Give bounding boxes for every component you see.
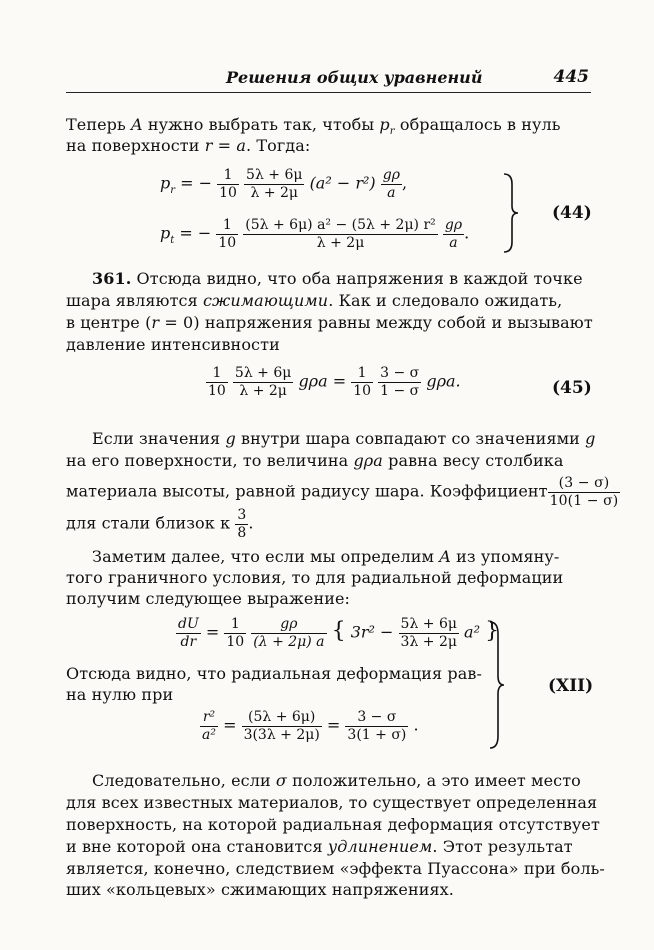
equation-44-pt: $p_t$ = − $\frac{1}{10}$ $\frac{\text{(5λ + 6μ) a² − (5λ + 2μ) r²}}{\lambda + 2\mu}$ $\frac{g\rho}{a}$ .: [160, 217, 470, 251]
para2-line-3: материала высоты, равной радиусу шара. Коэффициент $\frac{(3 - \sigma)}{10(1 - \sigma)}$: [66, 475, 619, 509]
section-number: 361.: [92, 269, 132, 288]
para-361-line-1: 361. Отсюда видно, что оба напряжения в каждой точке: [92, 269, 583, 288]
intro-line-2: на поверхности r = a. Тогда:: [66, 136, 311, 155]
para4-line-5: является, конечно, следствием «эффекта Пуассона» при боль-: [66, 859, 605, 878]
equation-44-pr: $p_r$ = − $\frac{1}{10}$ $\frac{5\lambda + 6\mu}{\lambda + 2\mu}$ (a² − r²) $\frac{g\rho}{a}$ ,: [160, 167, 408, 201]
right-brace-44: [500, 172, 524, 254]
running-header: [66, 66, 591, 93]
equation-number-XII: (XII): [548, 676, 594, 696]
para4-line-3: поверхность, на которой радиальная деформация отсутствует: [66, 815, 600, 834]
para4-line-6: ших «кольцевых» сжимающих напряжениях.: [66, 880, 454, 899]
intro-line-1: Теперь A нужно выбрать так, чтобы $p_r$ обращалось в нуль: [66, 115, 561, 138]
right-brace-XII: [486, 620, 510, 750]
eqXII-text-line-1: Отсюда видно, что радиальная деформация рав-: [66, 664, 483, 683]
para-361-line-3: в центре (r = 0) напряжения равны между собой и вызывают: [66, 313, 593, 332]
page-number: 445: [553, 67, 589, 87]
equation-45: $\frac{1}{10}$ $\frac{5\lambda + 6\mu}{\lambda + 2\mu}$ gρa = $\frac{1}{10}$ $\frac{3 - \sigma}{1 - \sigma}$ gρa.: [208, 365, 461, 399]
eqXII-text-line-2: на нулю при: [66, 685, 174, 704]
equation-number-44: (44): [552, 203, 592, 223]
para2-line-4: для стали близок к $\frac{3}{8}$ .: [66, 507, 254, 541]
equation-XII-ratio: $\frac{\text{r²}}{\text{a²}}$ = $\frac{(5\lambda + 6\mu)}{3(3\lambda + 2\mu)}$ = $\frac{3 - \sigma}{3(1 + \sigma)}$ .: [202, 709, 419, 743]
para4-line-1: Следовательно, если σ положительно, а это имеет место: [92, 771, 581, 790]
header-title: Решения общих уравнений: [226, 68, 483, 87]
para-361-line-4: давление интенсивности: [66, 335, 280, 354]
equation-XII-dU: $\frac{dU}{dr}$ = $\frac{1}{10}$ $\frac{g\rho}{(\lambda + 2\mu) a}$ { 3r² − $\frac{5\lambda + 6\mu}{3\lambda + 2\mu}$ a² }: [178, 616, 500, 650]
para3-line-1: Заметим далее, что если мы определим A из упомяну-: [92, 547, 560, 566]
para2-line-2: на его поверхности, то величина gρa равна весу столбика: [66, 451, 564, 470]
para4-line-4: и вне которой она становится удлинением. Этот результат: [66, 837, 573, 856]
para3-line-3: получим следующее выражение:: [66, 589, 351, 608]
para4-line-2: для всех известных материалов, то существует определенная: [66, 793, 598, 812]
para3-line-2: того граничного условия, то для радиальной деформации: [66, 568, 564, 587]
para2-line-1: Если значения g внутри шара совпадают со значениями g: [92, 429, 596, 448]
para-361-line-2: шара являются сжимающими. Как и следовало ожидать,: [66, 291, 563, 310]
equation-number-45: (45): [552, 378, 592, 398]
